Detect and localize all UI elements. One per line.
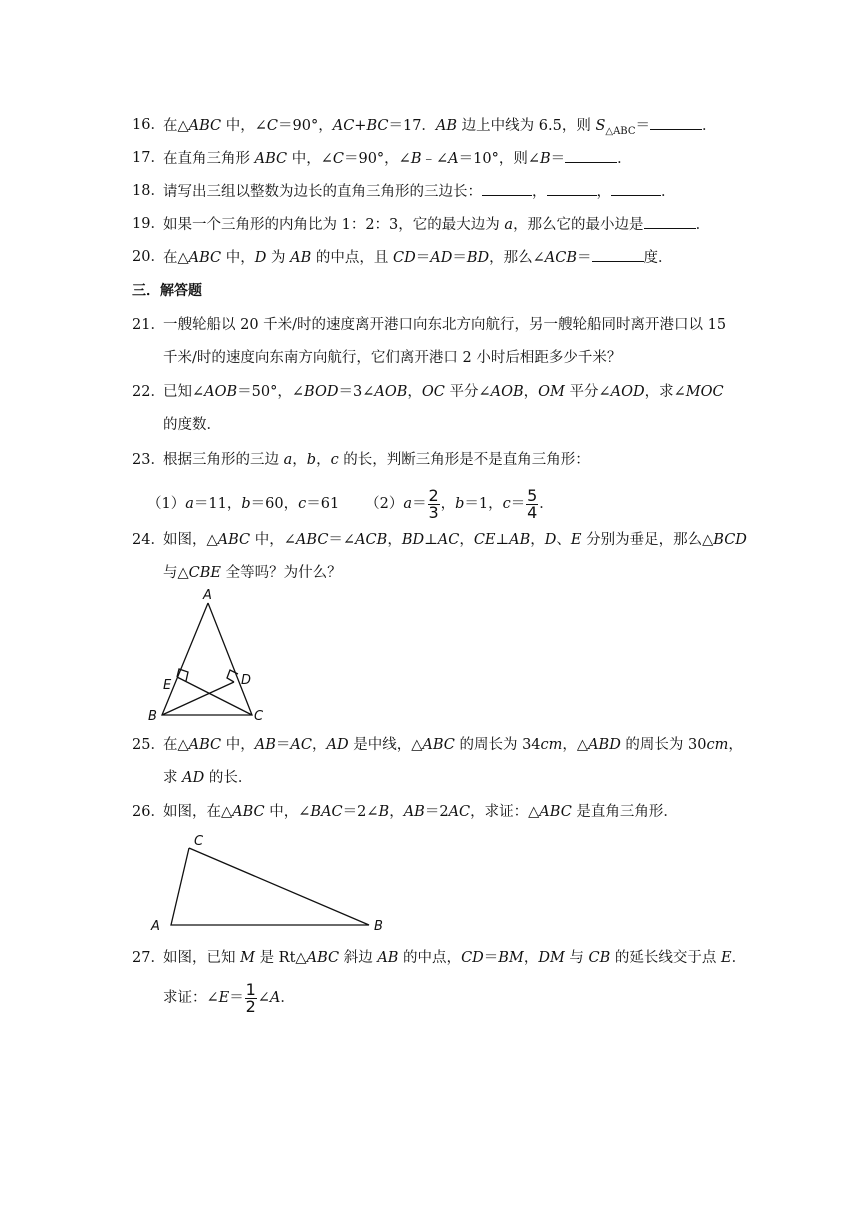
answer-blank[interactable]: [650, 115, 702, 130]
question-number: 25．: [132, 737, 165, 753]
answer-blank[interactable]: [644, 214, 696, 229]
question-text: 如图，在△ABC 中，∠BAC＝2∠B，AB＝2AC，求证：△ABC 是直角三角形．: [163, 804, 678, 820]
answer-blank[interactable]: [565, 148, 617, 163]
answer-blank[interactable]: [611, 181, 661, 196]
question-number: 19．: [132, 216, 165, 232]
triangle-figure-q24: [140, 585, 270, 725]
question-number: 18．: [132, 183, 165, 199]
question-number: 17．: [132, 150, 165, 166]
vertex-label-d: D: [241, 673, 252, 688]
vertex-label-b: B: [374, 919, 383, 934]
answer-blank[interactable]: [592, 247, 644, 262]
question-text: 与△CBE 全等吗？为什么？: [163, 565, 342, 581]
question-number: 26．: [132, 804, 165, 820]
question-text: 如图，已知 M 是 Rt△ABC 斜边 AB 的中点，CD＝BM，DM 与 CB 的延长线交于点 E．: [163, 950, 747, 966]
question-text: 已知∠AOB＝50°，∠BOD＝3∠AOB，OC 平分∠AOB，OM 平分∠AOD，求∠MOC: [163, 384, 724, 400]
triangle-figure-q26: [140, 828, 400, 938]
vertex-label-c: C: [194, 834, 204, 849]
question-number: 24．: [132, 532, 165, 548]
question-text: 如图，△ABC 中，∠ABC＝∠ACB，BD⊥AC，CE⊥AB，D、E 分别为垂足，那么△BCD: [163, 532, 747, 548]
question-text: 的度数．: [163, 417, 221, 433]
fraction: $\frac{2}{3}$: [428, 485, 439, 522]
question-text: 在△ABC 中，D 为 AB 的中点，且 CD＝AD＝BD，那么∠ACB＝ 度．: [163, 247, 673, 268]
vertex-label-b: B: [148, 709, 157, 724]
question-number: 20．: [132, 249, 165, 265]
vertex-label-a: A: [151, 919, 160, 934]
question-number: 27．: [132, 950, 165, 966]
vertex-label-a: A: [203, 588, 212, 603]
fraction: $\frac{1}{2}$: [245, 979, 256, 1016]
question-text: 如果一个三角形的内角比为 1：2：3，它的最大边为 a，那么它的最小边是 ．: [163, 214, 710, 235]
question-text: 在△ABC 中，∠C＝90°，AC+BC＝17．AB 边上中线为 6.5，则 $S_{\triangle ABC}=$ ．: [163, 115, 717, 138]
question-text: 请写出三组以整数为边长的直角三角形的三边长： ， ， ．: [163, 181, 676, 202]
triangle-abc: [171, 848, 369, 925]
answer-blank[interactable]: [547, 181, 597, 196]
question-number: 21．: [132, 317, 165, 333]
answer-blank[interactable]: [482, 181, 532, 196]
question-number: 16．: [132, 117, 165, 133]
question-number: 22．: [132, 384, 165, 400]
question-number: 23．: [132, 452, 165, 468]
triangle-abc: [162, 603, 252, 715]
question-text: 求证：∠E＝ $\frac{1}{2}$ ∠A．: [163, 979, 295, 1016]
question-text: 千米/时的速度向东南方向航行，它们离开港口 2 小时后相距多少千米？: [163, 350, 622, 366]
question-text: 在△ABC 中，AB＝AC，AD 是中线，△ABC 的周长为 34cm，△ABD 的周长为 30cm，: [163, 737, 743, 753]
question-text: （1）a＝11，b＝60，c＝61 （2）a＝ $\frac{2}{3}$ ，b＝1，c＝ $\frac{5}{4}$ ．: [147, 485, 554, 522]
question-text: 根据三角形的三边 a，b，c 的长，判断三角形是不是直角三角形：: [163, 452, 590, 468]
section-heading: 三．解答题: [132, 283, 202, 299]
vertex-label-c: C: [254, 709, 264, 724]
question-text: 在直角三角形 ABC 中，∠C＝90°，∠B﹣∠A＝10°，则∠B＝ ．: [163, 148, 632, 169]
vertex-label-e: E: [163, 678, 172, 693]
fraction: $\frac{5}{4}$: [527, 485, 538, 522]
question-text: 求 AD 的长．: [163, 770, 253, 786]
question-text: 一艘轮船以 20 千米/时的速度离开港口向东北方向航行，另一艘轮船同时离开港口以 15: [163, 317, 727, 333]
